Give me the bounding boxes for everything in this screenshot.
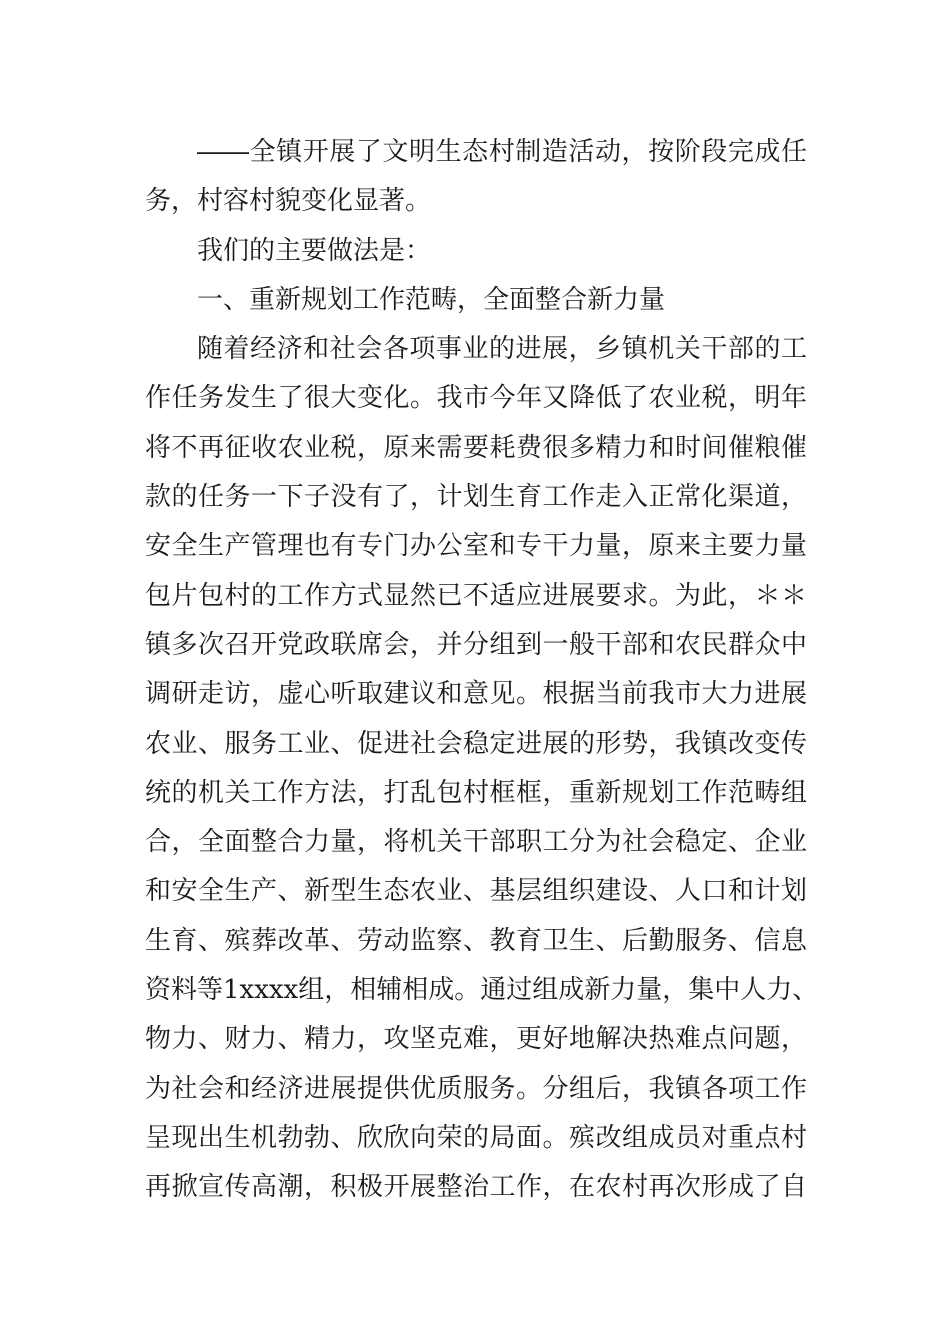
text-line: 再掀宣传高潮，积极开展整治工作，在农村再次形成了自: [145, 1172, 807, 1203]
text-line: ――全镇开展了文明生态村制造活动，按阶段完成任: [197, 137, 807, 167]
text-line: 合，全面整合力量，将机关干部职工分为社会稳定、企业: [145, 827, 807, 858]
text-line: 物力、财力、精力，攻坚克难，更好地解决热难点问题，: [145, 1024, 807, 1055]
text-line: 务，村容村貌变化显著。: [145, 186, 432, 217]
text-line: 我们的主要做法是：: [197, 235, 432, 266]
text-line: 和安全生产、新型生态农业、基层组织建设、人口和计划: [145, 876, 807, 907]
text-line: 作任务发生了很大变化。我市今年又降低了农业税，明年: [145, 383, 807, 414]
text-line: 呈现出生机勃勃、欣欣向荣的局面。殡改组成员对重点村: [145, 1122, 807, 1153]
text-line: 将不再征收农业税，原来需要耗费很多精力和时间催粮催: [145, 432, 807, 463]
text-line: 款的任务一下子没有了，计划生育工作走入正常化渠道，: [145, 482, 807, 513]
text-line: 为社会和经济进展提供优质服务。分组后，我镇各项工作: [145, 1073, 807, 1104]
body-text: [145, 128, 819, 1213]
text-line: 统的机关工作方法，打乱包村框框，重新规划工作范畴组: [145, 777, 807, 808]
section-heading: 一、重新规划工作范畴，全面整合新力量: [197, 284, 666, 315]
text-line: 生育、殡葬改革、劳动监察、教育卫生、后勤服务、信息: [145, 925, 807, 956]
text-line: 包片包村的工作方式显然已不适应进展要求。为此，＊＊: [145, 580, 807, 611]
text-line: 农业、服务工业、促进社会稳定进展的形势，我镇改变传: [145, 728, 807, 759]
text-line: 资料等1xxxx组，相辅相成。通过组成新力量，集中人力、: [145, 975, 819, 1006]
text-line: 随着经济和社会各项事业的进展，乡镇机关干部的工: [197, 334, 807, 365]
text-line: 安全生产管理也有专门办公室和专干力量，原来主要力量: [145, 531, 807, 562]
text-line: 镇多次召开党政联席会，并分组到一般干部和农民群众中: [145, 629, 807, 660]
text-line: 调研走访，虚心听取建议和意见。根据当前我市大力进展: [145, 679, 807, 710]
